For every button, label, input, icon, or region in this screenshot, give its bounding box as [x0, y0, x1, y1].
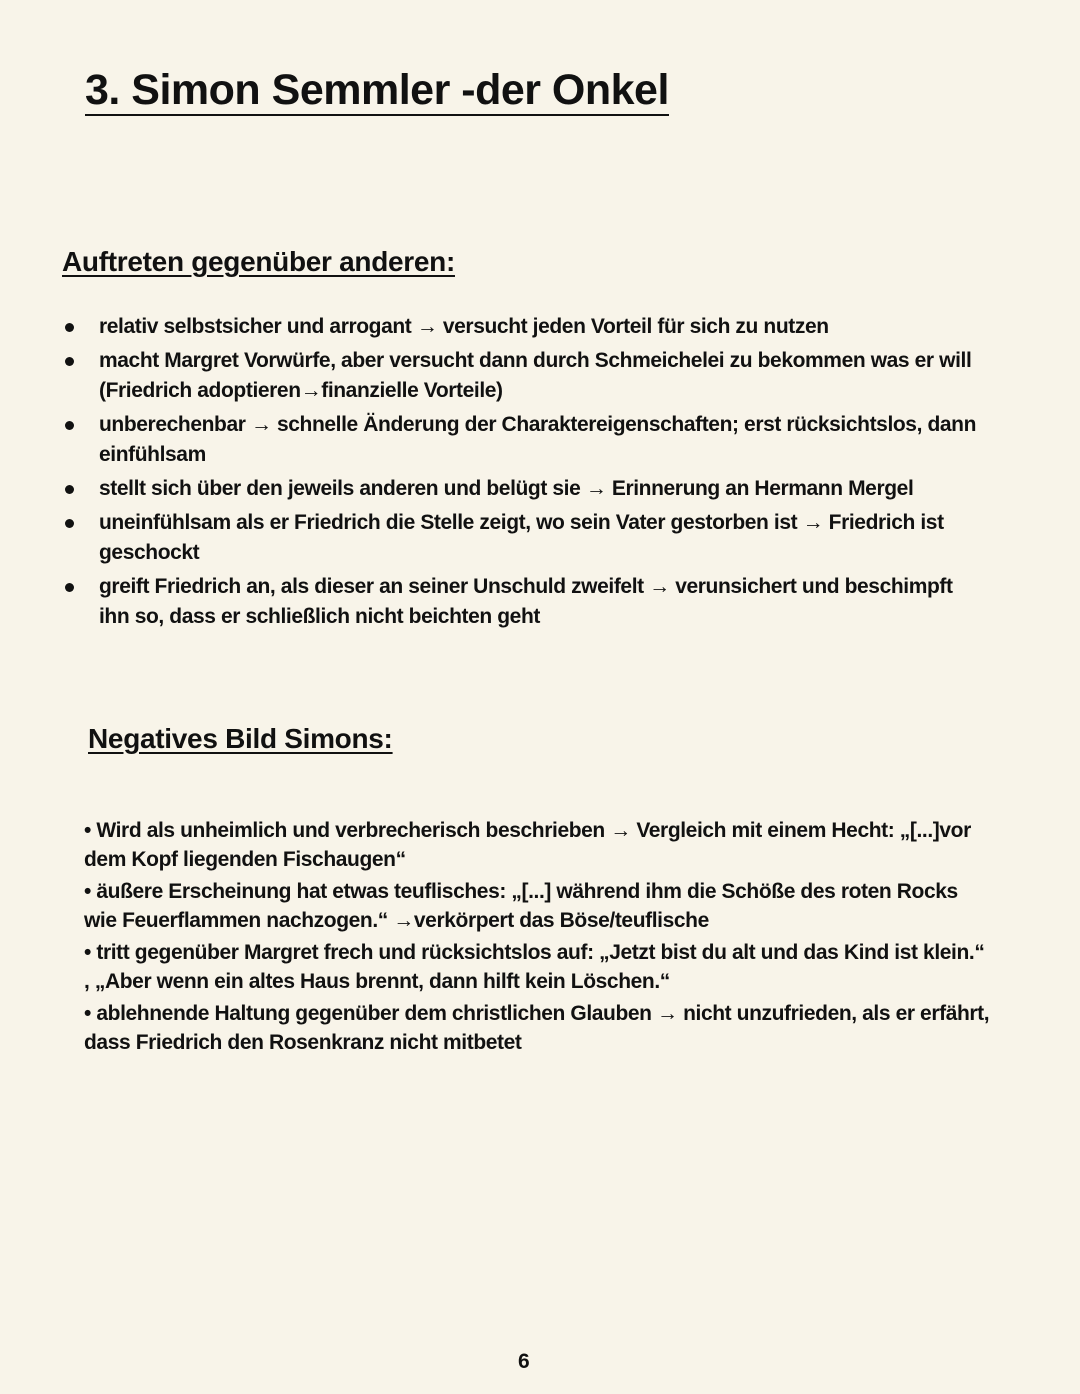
list-item-text: relativ selbstsicher und arrogant → versucht jeden Vorteil für sich zu nutzen	[99, 315, 829, 338]
bullet-icon	[65, 357, 74, 366]
list-item	[62, 312, 982, 342]
page-title: 3. Simon Semmler -der Onkel	[85, 66, 669, 114]
page-number: 6	[518, 1350, 530, 1373]
list-item	[62, 346, 982, 406]
list-item	[62, 508, 982, 568]
list-item-text: greift Friedrich an, als dieser an seiner Unschuld zweifelt → verunsichert und beschimpft ihn so, dass er schließlich nicht beichten geht	[99, 575, 953, 628]
list-item-text: unberechenbar → schnelle Änderung der Charaktereigenschaften; erst rücksichtslos, dann einfühlsam	[99, 413, 977, 466]
list-item	[62, 410, 982, 470]
bullet-icon	[65, 485, 74, 494]
bullet-icon	[65, 421, 74, 430]
list-item: • tritt gegenüber Margret frech und rücksichtslos auf: „Jetzt bist du alt und das Kind ist klein.“ , „Aber wenn ein altes Haus brennt, dann hilft kein Löschen.“	[84, 941, 985, 993]
list-item: • Wird als unheimlich und verbrecherisch beschrieben → Vergleich mit einem Hecht: „[...]vor dem Kopf liegenden Fischaugen“	[84, 819, 971, 871]
bullet-icon	[65, 519, 74, 528]
bullet-icon	[65, 583, 74, 592]
section-heading-auftreten: Auftreten gegenüber anderen:	[62, 246, 455, 277]
list-item-text: macht Margret Vorwürfe, aber versucht dann durch Schmeichelei zu bekommen was er will (Friedrich adoptieren→finanzielle Vorteile)	[99, 349, 972, 402]
list-item	[62, 572, 982, 632]
section-heading-negativ: Negatives Bild Simons:	[88, 723, 393, 754]
list-item-text: uneinfühlsam als er Friedrich die Stelle zeigt, wo sein Vater gestorben ist → Friedrich ist geschockt	[99, 511, 944, 564]
list-item	[62, 474, 982, 504]
bullet-list-auftreten	[62, 312, 982, 636]
bullet-icon	[65, 323, 74, 332]
paragraph-list-negativ	[84, 816, 994, 1060]
list-item-text: stellt sich über den jeweils anderen und belügt sie → Erinnerung an Hermann Mergel	[99, 477, 914, 500]
list-item: • ablehnende Haltung gegenüber dem christlichen Glauben → nicht unzufrieden, als er erfährt, dass Friedrich den Rosenkranz nicht mitbetet	[84, 1002, 990, 1054]
list-item: • äußere Erscheinung hat etwas teuflisches: „[...] während ihm die Schöße des roten Rocks wie Feuerflammen nachzogen.“ →verkörpert das Böse/teuflische	[84, 880, 958, 932]
